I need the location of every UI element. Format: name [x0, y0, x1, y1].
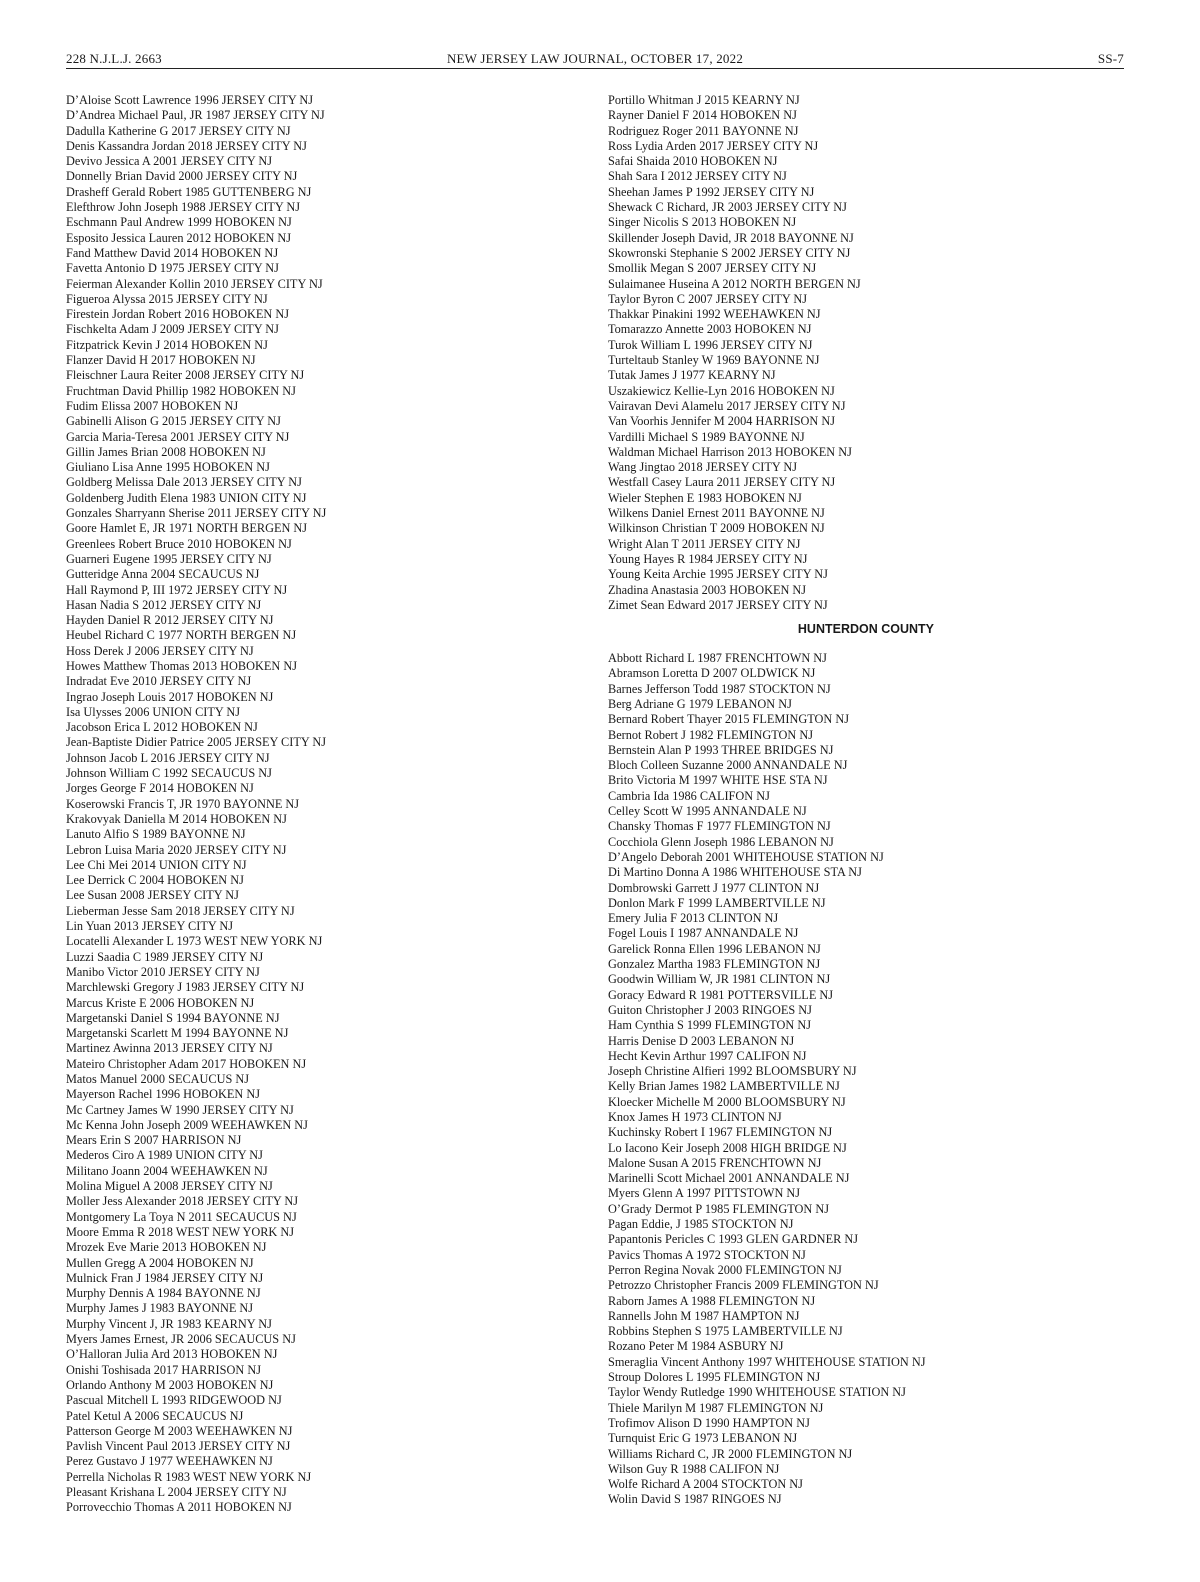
- list-item: Malone Susan A 2015 FRENCHTOWN NJ: [608, 1155, 822, 1170]
- list-item: Myers Glenn A 1997 PITTSTOWN NJ: [608, 1186, 801, 1201]
- list-item: Goldberg Melissa Dale 2013 JERSEY CITY NJ: [66, 475, 302, 490]
- list-item: Perrella Nicholas R 1983 WEST NEW YORK NJ: [66, 1469, 312, 1484]
- list-item: Isa Ulysses 2006 UNION CITY NJ: [66, 704, 241, 719]
- list-item: Kelly Brian James 1982 LAMBERTVILLE NJ: [608, 1079, 840, 1094]
- list-item: Mederos Ciro A 1989 UNION CITY NJ: [66, 1148, 263, 1163]
- list-item: D’Andrea Michael Paul, JR 1987 JERSEY CITY NJ: [66, 108, 325, 123]
- list-item: O’Halloran Julia Ard 2013 HOBOKEN NJ: [66, 1347, 278, 1362]
- list-item: Jean-Baptiste Didier Patrice 2005 JERSEY CITY NJ: [66, 735, 327, 750]
- list-item: Westfall Casey Laura 2011 JERSEY CITY NJ: [608, 475, 836, 490]
- county-heading: HUNTERDON COUNTY: [797, 622, 934, 637]
- list-item: Mc Cartney James W 1990 JERSEY CITY NJ: [66, 1102, 294, 1117]
- list-item: Moller Jess Alexander 2018 JERSEY CITY NJ: [66, 1194, 299, 1209]
- list-item: Orlando Anthony M 2003 HOBOKEN NJ: [66, 1377, 274, 1392]
- list-item: Celley Scott W 1995 ANNANDALE NJ: [608, 804, 807, 819]
- list-item: Mullen Gregg A 2004 HOBOKEN NJ: [66, 1255, 254, 1270]
- list-item: Marchlewski Gregory J 1983 JERSEY CITY NJ: [66, 980, 305, 995]
- list-item: Guiton Christopher J 2003 RINGOES NJ: [608, 1002, 812, 1017]
- list-item: Smeraglia Vincent Anthony 1997 WHITEHOUSE STATION NJ: [608, 1354, 926, 1369]
- list-item: Vardilli Michael S 1989 BAYONNE NJ: [608, 429, 805, 444]
- list-item: Perez Gustavo J 1977 WEEHAWKEN NJ: [66, 1454, 273, 1469]
- list-item: Wolin David S 1987 RINGOES NJ: [608, 1492, 782, 1507]
- list-item: Turok William L 1996 JERSEY CITY NJ: [608, 337, 813, 352]
- list-item: Pavics Thomas A 1972 STOCKTON NJ: [608, 1247, 806, 1262]
- list-item: Myers James Ernest, JR 2006 SECAUCUS NJ: [66, 1332, 296, 1347]
- list-item: Taylor Byron C 2007 JERSEY CITY NJ: [608, 291, 808, 306]
- list-item: Mulnick Fran J 1984 JERSEY CITY NJ: [66, 1270, 264, 1285]
- list-item: Flanzer David H 2017 HOBOKEN NJ: [66, 353, 256, 368]
- list-item: Fleischner Laura Reiter 2008 JERSEY CITY NJ: [66, 368, 305, 383]
- list-item: Cocchiola Glenn Joseph 1986 LEBANON NJ: [608, 834, 834, 849]
- list-item: Gillin James Brian 2008 HOBOKEN NJ: [66, 444, 266, 459]
- list-item: Goracy Edward R 1981 POTTERSVILLE NJ: [608, 987, 834, 1002]
- list-item: Lieberman Jesse Sam 2018 JERSEY CITY NJ: [66, 903, 295, 918]
- list-item: Shewack C Richard, JR 2003 JERSEY CITY NJ: [608, 200, 847, 215]
- list-item: Martinez Awinna 2013 JERSEY CITY NJ: [66, 1041, 273, 1056]
- list-item: Giuliano Lisa Anne 1995 HOBOKEN NJ: [66, 460, 270, 475]
- list-item: Lin Yuan 2013 JERSEY CITY NJ: [66, 919, 234, 934]
- list-item: Favetta Antonio D 1975 JERSEY CITY NJ: [66, 261, 279, 276]
- list-item: Zhadina Anastasia 2003 HOBOKEN NJ: [608, 582, 807, 597]
- list-item: Portillo Whitman J 2015 KEARNY NJ: [608, 93, 800, 107]
- list-item: Harris Denise D 2003 LEBANON NJ: [608, 1033, 795, 1048]
- list-item: Young Keita Archie 1995 JERSEY CITY NJ: [608, 567, 828, 582]
- list-item: Thakkar Pinakini 1992 WEEHAWKEN NJ: [608, 307, 821, 322]
- list-item: Ross Lydia Arden 2017 JERSEY CITY NJ: [608, 138, 819, 153]
- page-number: SS-7: [1097, 51, 1124, 66]
- list-item: Perron Regina Novak 2000 FLEMINGTON NJ: [608, 1262, 842, 1277]
- list-item: Fudim Elissa 2007 HOBOKEN NJ: [66, 398, 239, 413]
- list-item: Wilkinson Christian T 2009 HOBOKEN NJ: [608, 521, 825, 536]
- list-item: Margetanski Scarlett M 1994 BAYONNE NJ: [66, 1026, 289, 1041]
- list-item: Murphy Vincent J, JR 1983 KEARNY NJ: [66, 1316, 272, 1331]
- list-item: Fitzpatrick Kevin J 2014 HOBOKEN NJ: [66, 337, 268, 352]
- list-item: Howes Matthew Thomas 2013 HOBOKEN NJ: [66, 658, 298, 673]
- list-item: Gonzalez Martha 1983 FLEMINGTON NJ: [608, 957, 821, 972]
- list-item: Lee Chi Mei 2014 UNION CITY NJ: [66, 857, 247, 872]
- list-item: Bernard Robert Thayer 2015 FLEMINGTON NJ: [608, 712, 850, 727]
- list-item: Bloch Colleen Suzanne 2000 ANNANDALE NJ: [608, 758, 848, 773]
- list-item: Wolfe Richard A 2004 STOCKTON NJ: [608, 1477, 803, 1492]
- list-item: Pagan Eddie, J 1985 STOCKTON NJ: [608, 1217, 794, 1232]
- list-item: Smollik Megan S 2007 JERSEY CITY NJ: [608, 261, 817, 276]
- right-column-entries: [608, 93, 934, 613]
- list-item: Singer Nicolis S 2013 HOBOKEN NJ: [608, 215, 797, 230]
- list-item: Mayerson Rachel 1996 HOBOKEN NJ: [66, 1087, 260, 1102]
- citation: 228 N.J.L.J. 2663: [66, 51, 162, 66]
- list-item: Johnson Jacob L 2016 JERSEY CITY NJ: [66, 750, 270, 765]
- left-column: [66, 93, 326, 1516]
- list-item: Guarneri Eugene 1995 JERSEY CITY NJ: [66, 551, 272, 566]
- list-item: Montgomery La Toya N 2011 SECAUCUS NJ: [66, 1209, 297, 1224]
- list-item: Murphy Dennis A 1984 BAYONNE NJ: [66, 1286, 261, 1301]
- list-item: Locatelli Alexander L 1973 WEST NEW YORK NJ: [66, 934, 323, 949]
- list-item: Mears Erin S 2007 HARRISON NJ: [66, 1133, 242, 1148]
- list-item: Lebron Luisa Maria 2020 JERSEY CITY NJ: [66, 842, 287, 857]
- list-item: Heubel Richard C 1977 NORTH BERGEN NJ: [66, 628, 297, 643]
- list-item: Gonzales Sharryann Sherise 2011 JERSEY CITY NJ: [66, 506, 327, 521]
- list-item: Cambria Ida 1986 CALIFON NJ: [608, 788, 770, 803]
- list-item: Wright Alan T 2011 JERSEY CITY NJ: [608, 536, 801, 551]
- list-item: Sulaimanee Huseina A 2012 NORTH BERGEN NJ: [608, 276, 861, 291]
- list-item: Figueroa Alyssa 2015 JERSEY CITY NJ: [66, 291, 268, 306]
- list-item: Rayner Daniel F 2014 HOBOKEN NJ: [608, 108, 797, 123]
- list-item: Patterson George M 2003 WEEHAWKEN NJ: [66, 1423, 293, 1438]
- list-item: Skillender Joseph David, JR 2018 BAYONNE NJ: [608, 230, 854, 245]
- list-item: Thiele Marilyn M 1987 FLEMINGTON NJ: [608, 1400, 824, 1415]
- list-item: Tutak James J 1977 KEARNY NJ: [608, 368, 776, 383]
- list-item: Rodriguez Roger 2011 BAYONNE NJ: [608, 123, 799, 138]
- list-item: Marinelli Scott Michael 2001 ANNANDALE NJ: [608, 1171, 850, 1186]
- list-item: Feierman Alexander Kollin 2010 JERSEY CITY NJ: [66, 276, 323, 291]
- county-entries: [608, 651, 934, 1508]
- list-item: Zimet Sean Edward 2017 JERSEY CITY NJ: [608, 597, 828, 612]
- list-item: Elefthrow John Joseph 1988 JERSEY CITY NJ: [66, 200, 301, 215]
- list-item: Bernot Robert J 1982 FLEMINGTON NJ: [608, 727, 814, 742]
- list-item: D’Aloise Scott Lawrence 1996 JERSEY CITY NJ: [66, 93, 314, 107]
- list-item: Stroup Dolores L 1995 FLEMINGTON NJ: [608, 1370, 821, 1385]
- list-item: Jacobson Erica L 2012 HOBOKEN NJ: [66, 720, 258, 735]
- list-item: Eschmann Paul Andrew 1999 HOBOKEN NJ: [66, 215, 292, 230]
- list-item: Goldenberg Judith Elena 1983 UNION CITY NJ: [66, 490, 307, 505]
- list-item: Waldman Michael Harrison 2013 HOBOKEN NJ: [608, 444, 852, 459]
- list-item: Donnelly Brian David 2000 JERSEY CITY NJ: [66, 169, 298, 184]
- list-item: Wang Jingtao 2018 JERSEY CITY NJ: [608, 460, 798, 475]
- list-item: Onishi Toshisada 2017 HARRISON NJ: [66, 1362, 261, 1377]
- list-item: Luzzi Saadia C 1989 JERSEY CITY NJ: [66, 949, 264, 964]
- list-item: Pascual Mitchell L 1993 RIDGEWOOD NJ: [66, 1393, 282, 1408]
- list-item: Knox James H 1973 CLINTON NJ: [608, 1110, 782, 1124]
- list-item: Lee Susan 2008 JERSEY CITY NJ: [66, 888, 239, 903]
- list-item: Sheehan James P 1992 JERSEY CITY NJ: [608, 184, 815, 199]
- list-item: D’Angelo Deborah 2001 WHITEHOUSE STATION NJ: [608, 849, 884, 864]
- list-item: Mrozek Eve Marie 2013 HOBOKEN NJ: [66, 1240, 267, 1255]
- list-item: Jorges George F 2014 HOBOKEN NJ: [66, 781, 254, 796]
- list-item: Chansky Thomas F 1977 FLEMINGTON NJ: [608, 819, 831, 834]
- list-item: Hasan Nadia S 2012 JERSEY CITY NJ: [66, 597, 262, 612]
- list-item: Hecht Kevin Arthur 1997 CALIFON NJ: [608, 1048, 807, 1063]
- list-item: Dadulla Katherine G 2017 JERSEY CITY NJ: [66, 123, 291, 138]
- list-item: Kuchinsky Robert I 1967 FLEMINGTON NJ: [608, 1125, 833, 1140]
- list-item: Matos Manuel 2000 SECAUCUS NJ: [66, 1072, 250, 1086]
- list-item: Robbins Stephen S 1975 LAMBERTVILLE NJ: [608, 1324, 843, 1339]
- list-item: Turnquist Eric G 1973 LEBANON NJ: [608, 1431, 798, 1446]
- list-item: Garelick Ronna Ellen 1996 LEBANON NJ: [608, 941, 821, 956]
- list-item: Abbott Richard L 1987 FRENCHTOWN NJ: [608, 651, 827, 666]
- list-item: Brito Victoria M 1997 WHITE HSE STA NJ: [608, 773, 828, 788]
- list-item: Denis Kassandra Jordan 2018 JERSEY CITY NJ: [66, 138, 307, 153]
- list-item: Esposito Jessica Lauren 2012 HOBOKEN NJ: [66, 230, 292, 245]
- list-item: Firestein Jordan Robert 2016 HOBOKEN NJ: [66, 307, 290, 322]
- list-item: Papantonis Pericles C 1993 GLEN GARDNER NJ: [608, 1232, 859, 1247]
- list-item: Greenlees Robert Bruce 2010 HOBOKEN NJ: [66, 536, 292, 551]
- list-item: Trofimov Alison D 1990 HAMPTON NJ: [608, 1415, 810, 1430]
- right-column: [608, 93, 934, 1508]
- list-item: Margetanski Daniel S 1994 BAYONNE NJ: [66, 1010, 280, 1025]
- list-item: Raborn James A 1988 FLEMINGTON NJ: [608, 1293, 816, 1308]
- list-item: Shah Sara I 2012 JERSEY CITY NJ: [608, 169, 787, 184]
- list-item: Petrozzo Christopher Francis 2009 FLEMINGTON NJ: [608, 1278, 879, 1293]
- list-item: Rozano Peter M 1984 ASBURY NJ: [608, 1339, 784, 1354]
- list-item: Molina Miguel A 2008 JERSEY CITY NJ: [66, 1179, 273, 1194]
- list-item: Emery Julia F 2013 CLINTON NJ: [608, 911, 779, 926]
- list-item: Fischkelta Adam J 2009 JERSEY CITY NJ: [66, 322, 279, 337]
- list-item: Pavlish Vincent Paul 2013 JERSEY CITY NJ: [66, 1439, 291, 1454]
- list-item: Fogel Louis I 1987 ANNANDALE NJ: [608, 926, 799, 941]
- list-item: Bernstein Alan P 1993 THREE BRIDGES NJ: [608, 742, 834, 757]
- list-item: Hall Raymond P, III 1972 JERSEY CITY NJ: [66, 582, 288, 597]
- list-item: Hayden Daniel R 2012 JERSEY CITY NJ: [66, 613, 274, 628]
- list-item: O’Grady Dermot P 1985 FLEMINGTON NJ: [608, 1201, 829, 1216]
- page-header: [66, 52, 1124, 69]
- list-item: Hoss Derek J 2006 JERSEY CITY NJ: [66, 643, 254, 658]
- list-item: Donlon Mark F 1999 LAMBERTVILLE NJ: [608, 895, 826, 910]
- publication-title: NEW JERSEY LAW JOURNAL, OCTOBER 17, 2022: [446, 51, 744, 66]
- list-item: Di Martino Donna A 1986 WHITEHOUSE STA NJ: [608, 865, 862, 880]
- list-item: Joseph Christine Alfieri 1992 BLOOMSBURY NJ: [608, 1064, 857, 1079]
- list-item: Vairavan Devi Alamelu 2017 JERSEY CITY NJ: [608, 398, 846, 413]
- list-item: Gutteridge Anna 2004 SECAUCUS NJ: [66, 567, 260, 582]
- list-item: Wieler Stephen E 1983 HOBOKEN NJ: [608, 490, 802, 505]
- list-item: Gabinelli Alison G 2015 JERSEY CITY NJ: [66, 414, 281, 429]
- list-item: Abramson Loretta D 2007 OLDWICK NJ: [608, 666, 816, 681]
- list-item: Mateiro Christopher Adam 2017 HOBOKEN NJ: [66, 1056, 307, 1071]
- list-item: Krakovyak Daniella M 2014 HOBOKEN NJ: [66, 811, 287, 826]
- list-item: Moore Emma R 2018 WEST NEW YORK NJ: [66, 1224, 295, 1239]
- list-item: Turteltaub Stanley W 1969 BAYONNE NJ: [608, 353, 820, 368]
- list-item: Garcia Maria-Teresa 2001 JERSEY CITY NJ: [66, 429, 290, 444]
- list-item: Manibo Victor 2010 JERSEY CITY NJ: [66, 964, 260, 979]
- list-item: Young Hayes R 1984 JERSEY CITY NJ: [608, 551, 808, 566]
- list-item: Militano Joann 2004 WEEHAWKEN NJ: [66, 1163, 268, 1178]
- list-item: Indradat Eve 2010 JERSEY CITY NJ: [66, 674, 252, 689]
- list-item: Wilson Guy R 1988 CALIFON NJ: [608, 1461, 780, 1476]
- list-item: Fand Matthew David 2014 HOBOKEN NJ: [66, 245, 279, 260]
- list-item: Tomarazzo Annette 2003 HOBOKEN NJ: [608, 322, 812, 337]
- list-item: Devivo Jessica A 2001 JERSEY CITY NJ: [66, 154, 273, 169]
- list-item: Taylor Wendy Rutledge 1990 WHITEHOUSE STATION NJ: [608, 1385, 906, 1400]
- list-item: Koserowski Francis T, JR 1970 BAYONNE NJ: [66, 796, 300, 811]
- list-item: Drasheff Gerald Robert 1985 GUTTENBERG NJ: [66, 184, 312, 199]
- list-item: Williams Richard C, JR 2000 FLEMINGTON NJ: [608, 1446, 853, 1461]
- list-item: Goodwin William W, JR 1981 CLINTON NJ: [608, 972, 831, 987]
- list-item: Lanuto Alfio S 1989 BAYONNE NJ: [66, 827, 246, 842]
- list-item: Dombrowski Garrett J 1977 CLINTON NJ: [608, 880, 820, 895]
- list-item: Barnes Jefferson Todd 1987 STOCKTON NJ: [608, 681, 831, 696]
- list-item: Lo Iacono Keir Joseph 2008 HIGH BRIDGE NJ: [608, 1140, 847, 1155]
- list-item: Skowronski Stephanie S 2002 JERSEY CITY NJ: [608, 245, 851, 260]
- list-item: Safai Shaida 2010 HOBOKEN NJ: [608, 154, 778, 169]
- list-item: Marcus Kriste E 2006 HOBOKEN NJ: [66, 995, 255, 1010]
- list-item: Berg Adriane G 1979 LEBANON NJ: [608, 696, 792, 711]
- list-item: Ham Cynthia S 1999 FLEMINGTON NJ: [608, 1018, 812, 1033]
- list-item: Wilkens Daniel Ernest 2011 BAYONNE NJ: [608, 506, 825, 521]
- list-item: Lee Derrick C 2004 HOBOKEN NJ: [66, 873, 244, 888]
- list-item: Johnson William C 1992 SECAUCUS NJ: [66, 766, 272, 781]
- list-item: Patel Ketul A 2006 SECAUCUS NJ: [66, 1408, 244, 1423]
- list-item: Van Voorhis Jennifer M 2004 HARRISON NJ: [608, 414, 836, 429]
- list-item: Uszakiewicz Kellie-Lyn 2016 HOBOKEN NJ: [608, 383, 835, 398]
- list-item: Goore Hamlet E, JR 1971 NORTH BERGEN NJ: [66, 521, 308, 536]
- list-item: Kloecker Michelle M 2000 BLOOMSBURY NJ: [608, 1094, 846, 1109]
- list-item: Porrovecchio Thomas A 2011 HOBOKEN NJ: [66, 1500, 292, 1515]
- list-item: Ingrao Joseph Louis 2017 HOBOKEN NJ: [66, 689, 274, 704]
- list-item: Murphy James J 1983 BAYONNE NJ: [66, 1301, 254, 1316]
- list-item: Pleasant Krishana L 2004 JERSEY CITY NJ: [66, 1485, 287, 1500]
- list-item: Fruchtman David Phillip 1982 HOBOKEN NJ: [66, 383, 296, 398]
- list-item: Rannells John M 1987 HAMPTON NJ: [608, 1308, 800, 1323]
- list-item: Mc Kenna John Joseph 2009 WEEHAWKEN NJ: [66, 1117, 308, 1132]
